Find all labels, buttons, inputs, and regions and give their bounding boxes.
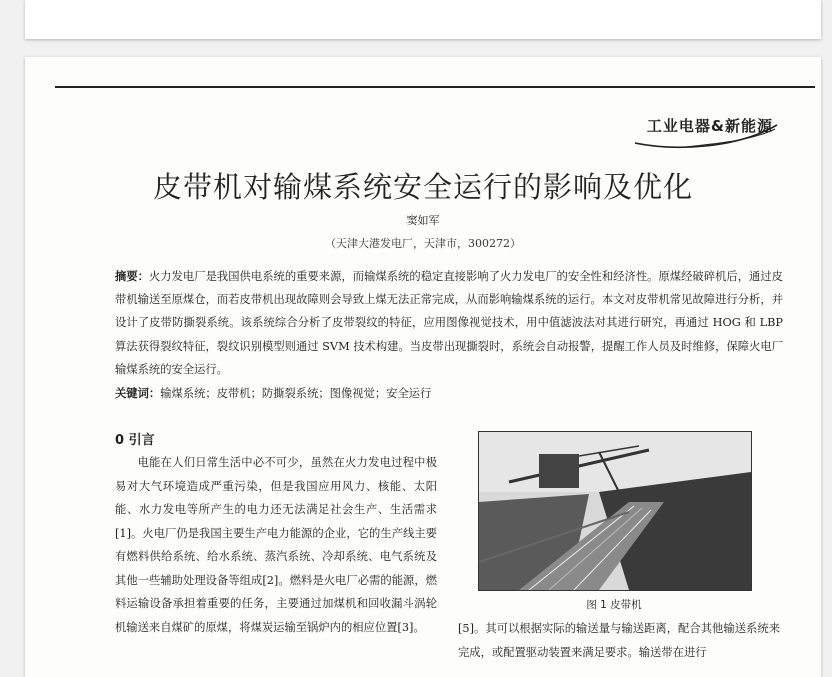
abstract-text: 火力发电厂是我国供电系统的重要来源，而输煤系统的稳定直接影响了火力发电厂的安全性和经济性。原煤经破碎机后，通过皮带机输送至原煤仓，而若皮带机出现故障则会导致上煤无法正常完成，从而影响输煤系统的运行。本文对皮带机常见故障进行分析，并设计了皮带防撕裂系统。该系统综合分析了皮带裂纹的特征，应用图像视觉技术，用中值滤波法对其进行研究，再通过 HOG 和 LBP 算法获得裂纹特征，裂纹识别模型则通过 SVM 技术构建。当皮带出现撕裂时，系统会自动报警，提醒工作人员及时维修，保障火电厂输煤系统的安全运行。 bbox=[115, 270, 783, 376]
header-rule bbox=[55, 86, 815, 88]
previous-page bbox=[25, 0, 821, 39]
author-affiliation: （天津大港发电厂，天津市，300272） bbox=[325, 237, 521, 250]
keywords-label: 关键词： bbox=[115, 387, 161, 400]
abstract bbox=[115, 265, 783, 381]
journal-column-name: 工业电器&新能源 bbox=[646, 117, 773, 135]
section-heading: 0 引言 bbox=[115, 433, 155, 448]
document-page bbox=[25, 57, 821, 677]
keywords bbox=[115, 385, 431, 401]
figure-belt-conveyor-photo bbox=[478, 431, 752, 591]
article-title: 皮带机对输煤系统安全运行的影响及优化 bbox=[152, 170, 693, 204]
right-column-text: [5]。其可以根据实际的输送量与输送距离，配合其他输送系统来完成，或配置驱动装置来满足要求。输送带在进行 bbox=[458, 622, 780, 659]
abstract-label: 摘要： bbox=[115, 270, 149, 283]
intro-paragraph: 电能在人们日常生活中必不可少，虽然在火力发电过程中极易对大气环境造成严重污染，但是我国应用风力、核能、太阳能、水力发电等所产生的电力还无法满足社会生产、生活需求[1]。火电厂仍是我国主要生产电力能源的企业，它的生产线主要有燃料供给系统、给水系统、蒸汽系统、冷却系统、电气系统及其他一些辅助处理设备等组成[2]。燃料是火电厂必需的能源，燃料运输设备承担着重要的任务，主要通过加煤机和回收漏斗涡轮机输送来自煤矿的原煤，将煤炭运输至锅炉内的相应位置[3]。 bbox=[115, 456, 437, 634]
keywords-text: 输煤系统；皮带机；防撕裂系统；图像视觉；安全运行 bbox=[160, 387, 432, 400]
figure-caption: 图 1 皮带机 bbox=[586, 599, 642, 611]
article-author: 窦如军 bbox=[406, 214, 440, 227]
